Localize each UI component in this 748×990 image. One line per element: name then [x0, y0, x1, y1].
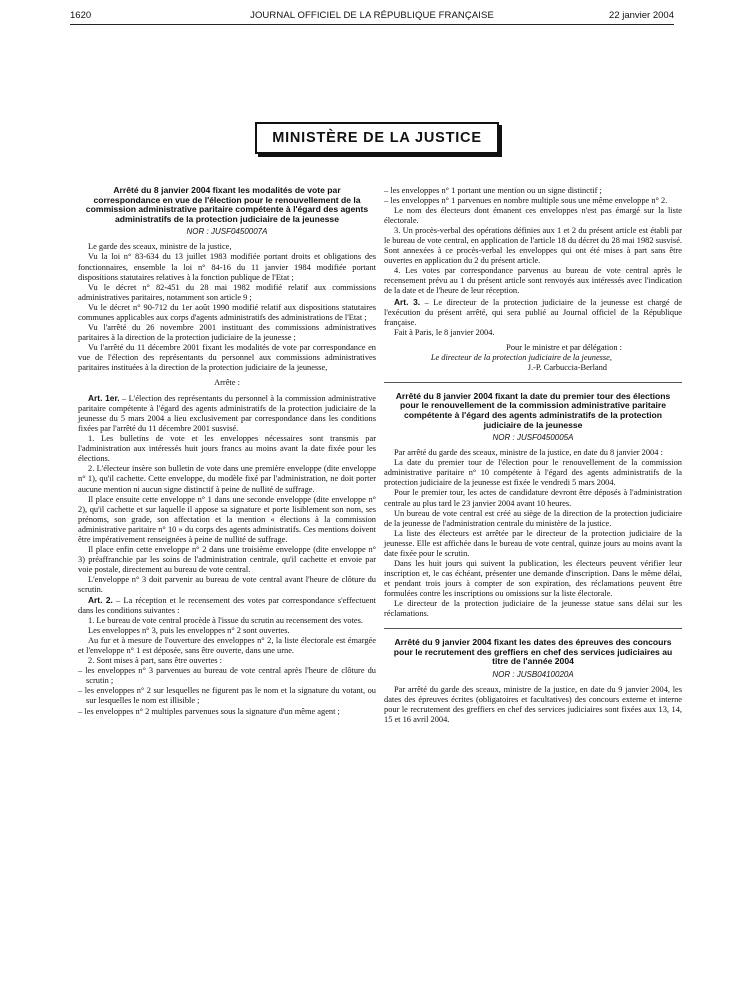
- list-item: – les enveloppes n° 2 multiples parvenues sous la signature d'un même agent ;: [78, 706, 340, 716]
- paragraph: Vu la loi n° 83-634 du 13 juillet 1983 modifiée portant droits et obligations des fonctionnaires, ensemble la loi n° 84-16 du 11 janvier 1984 modifiée portant dispositions statutaires relatives à la fonction publique de l'Etat ;: [78, 252, 376, 282]
- list-item: – les enveloppes n° 2 sur lesquelles ne figurent pas le nom et la signature du votant, ou sur lesquelles le nom est illisible ;: [78, 686, 376, 706]
- place-date: Fait à Paris, le 8 janvier 2004.: [394, 327, 495, 337]
- signature-name: J.-P. Carbuccia-Berland: [527, 362, 607, 372]
- issue-date: 22 janvier 2004: [609, 10, 674, 21]
- list-item: – les enveloppes n° 3 parvenues au bureau de vote central après l'heure de clôture du scrutin ;: [78, 666, 376, 686]
- ministry-heading: MINISTÈRE DE LA JUSTICE: [255, 122, 499, 154]
- paragraph: Au fur et à mesure de l'ouverture des enveloppes n° 2, la liste électorale est émargée et l'enveloppe n° 1 est déposée, sans être ouverte, dans une urne.: [78, 636, 376, 656]
- signature-role: Le directeur de la protection judiciaire de la jeunesse,: [430, 352, 612, 362]
- paragraph: Vu l'arrêté du 11 décembre 2001 fixant les modalités de vote par correspondance en vue de l'élection des représentants du personnel aux commissions administratives paritaires instituées à la direction de la protection judiciaire de la jeunesse,: [78, 342, 376, 372]
- paragraph: Dans les huit jours qui suivent la publication, les électeurs peuvent vérifier leur inscription et, le cas échéant, présenter une demande d'inscription. Dans le même délai, et pendant trois jours à compter de son expiration, des réclamations peuvent être formulées contre les inscriptions ou omissions sur la liste électorale.: [384, 558, 682, 598]
- right-column: [384, 186, 682, 725]
- nor-reference: NOR : JUSF0450007A: [186, 227, 268, 237]
- paragraph: La liste des électeurs est arrêtée par le directeur de la protection judiciaire de la jeunesse. Elle est affichée dans le bureau de vote central, quinze jours au moins avant la date fixée pour le scrutin.: [384, 528, 682, 558]
- paragraph: Vu l'arrêté du 26 novembre 2001 instituant des commissions administratives paritaires à la direction de la protection judiciaire de la jeunesse ;: [78, 322, 376, 342]
- paragraph: Pour le premier tour, les actes de candidature devront être déposés à l'administration centrale au plus tard le 23 janvier 2004 avant 10 heures.: [384, 488, 682, 508]
- paragraph: 2. L'électeur insère son bulletin de vote dans une première enveloppe (dite enveloppe n° 1), qu'il cachette. Cette enveloppe, du modèle fixé par l'administration, ne doit porter aucune mention ni aucun signe distinctif à peine de nullité de suffrage.: [78, 464, 376, 494]
- decree-title: Arrêté du 8 janvier 2004 fixant les modalités de vote par correspondance en vue de l'élection pour le renouvellement de la commission administrative paritaire compétente à l'égard des agents administratifs de la protection judiciaire de la jeunesse: [85, 185, 369, 224]
- article-paragraph: Art. 1er. – L'élection des représentants du personnel à la commission administrative paritaire compétente à l'égard des agents administratifs de la protection judiciaire de la jeunesse du 5 mars 2004 a lieu exclusivement par correspondance dans les conditions fixées par l'arrêté du 11 décembre 2001 susvisé.: [78, 393, 376, 434]
- signature-delegation: Pour le ministre et par délégation :: [506, 342, 622, 352]
- article-paragraph: Art. 3. – Le directeur de la protection judiciaire de la jeunesse est chargé de l'exécution du présent arrêté, qui sera publié au Journal officiel de la République française.: [384, 296, 682, 327]
- arrete-heading: Arrête :: [214, 378, 240, 388]
- paragraph: 4. Les votes par correspondance parvenus au bureau de vote central après le recensement prévu au 1 du présent article sont renvoyés aux intéressés avec l'indication de la date et de l'heure de leur réception.: [384, 266, 682, 296]
- paragraph: Il place enfin cette enveloppe n° 2 dans une troisième enveloppe (dite enveloppe n° 3) préaffranchie par les soins de l'administration centrale, qu'il cachette et envoie par voie postale, directement au bureau de vote central.: [78, 544, 376, 574]
- nor-reference: NOR : JUSF0450005A: [492, 433, 574, 443]
- article-label: Art. 3.: [394, 296, 421, 307]
- paragraph: Par arrêté du garde des sceaux, ministre de la justice, en date du 8 janvier 2004 :: [394, 448, 663, 458]
- decree-title: Arrêté du 8 janvier 2004 fixant la date du premier tour des élections pour le renouvellement de la commission administrative paritaire compétente à l'égard des agents administratifs de la protection judiciaire de la jeunesse: [395, 390, 671, 430]
- list-item: – les enveloppes n° 1 parvenues en nombre multiple sous une même enveloppe n° 2.: [384, 196, 668, 206]
- paragraph: Vu le décret n° 82-451 du 28 mai 1982 modifié relatif aux commissions administratives paritaires, notamment son article 9 ;: [78, 282, 376, 302]
- article-label: Art. 1er.: [88, 393, 120, 404]
- paragraph: Un bureau de vote central est créé au siège de la direction de la protection judiciaire de la jeunesse de l'administration centrale du ministère de la justice.: [384, 508, 682, 528]
- nor-reference: NOR : JUSB0410020A: [492, 669, 574, 679]
- paragraph: Le garde des sceaux, ministre de la justice,: [88, 242, 232, 252]
- article-label: Art. 2.: [88, 595, 113, 606]
- paragraph: La date du premier tour de l'élection pour le renouvellement de la commission administrative paritaire n° 10 compétente à l'égard des agents administratifs de la protection judiciaire de la jeunesse est fixée le vendredi 5 mars 2004.: [384, 458, 682, 488]
- paragraph: 1. Le bureau de vote central procède à l'issue du scrutin au recensement des votes.: [88, 616, 363, 626]
- paragraph: Vu le décret n° 90-712 du 1er août 1990 modifié relatif aux dispositions statutaires communes applicables aux corps d'agents administratifs des administrations de l'Etat ;: [78, 302, 376, 322]
- page-header: [70, 8, 674, 25]
- left-column: [78, 186, 376, 717]
- decree-title: Arrêté du 9 janvier 2004 fixant les dates des épreuves des concours pour le recrutement des greffiers en chef des services judiciaires au titre de l'année 2004: [393, 637, 673, 667]
- paragraph: Les enveloppes n° 3, puis les enveloppes n° 2 sont ouvertes.: [88, 626, 290, 636]
- paragraph: Par arrêté du garde des sceaux, ministre de la justice, en date du 9 janvier 2004, les dates des épreuves écrites (obligatoires et facultatives) des concours externe et interne pour le recrutement des greffiers en chef des services judiciaires sont fixées aux 13, 14, 15 et 16 avril 2004.: [384, 684, 682, 725]
- section-divider: [384, 382, 682, 383]
- section-divider: [384, 628, 682, 629]
- paragraph: Le directeur de la protection judiciaire de la jeunesse statue sans délai sur les réclamations.: [384, 598, 682, 619]
- paragraph: Le nom des électeurs dont émanent ces enveloppes n'est pas émargé sur la liste électorale.: [384, 206, 682, 226]
- page-number: 1620: [70, 10, 92, 21]
- paragraph: 3. Un procès-verbal des opérations définies aux 1 et 2 du présent article est établi par le bureau de vote central, en application de l'article 18 du décret du 28 mai 1982 susvisé. Sont annexées à ce procès-verbal les enveloppes qui ont été mises à part sans être ouvertes en application du 2 du présent article.: [384, 226, 682, 266]
- list-item: – les enveloppes n° 1 portant une mention ou un signe distinctif ;: [384, 186, 602, 195]
- article-paragraph: Art. 2. – La réception et le recensement des votes par correspondance s'effectuent dans les conditions suivantes :: [78, 595, 376, 616]
- paragraph: L'enveloppe n° 3 doit parvenir au bureau de vote central avant l'heure de clôture du scrutin.: [78, 574, 376, 594]
- paragraph: Il place ensuite cette enveloppe n° 1 dans une seconde enveloppe (dite enveloppe n° 2), qu'il cachette et sur laquelle il appose sa signature et porte lisiblement son nom, ses prénoms, son grade, son affectation et la mention « élections à la commission administrative paritaire n° 10 » du corps des agents administratifs. Ces mentions doivent être impérativement renseignées à peine de nullité de suffrage.: [78, 494, 376, 544]
- paragraph: 2. Sont mises à part, sans être ouvertes :: [88, 656, 222, 666]
- journal-title: JOURNAL OFFICIEL DE LA RÉPUBLIQUE FRANÇAISE: [250, 10, 494, 21]
- paragraph: 1. Les bulletins de vote et les enveloppes nécessaires sont transmis par l'administration aux intéressés huit jours francs au moins avant la date fixée pour les élections.: [78, 434, 376, 464]
